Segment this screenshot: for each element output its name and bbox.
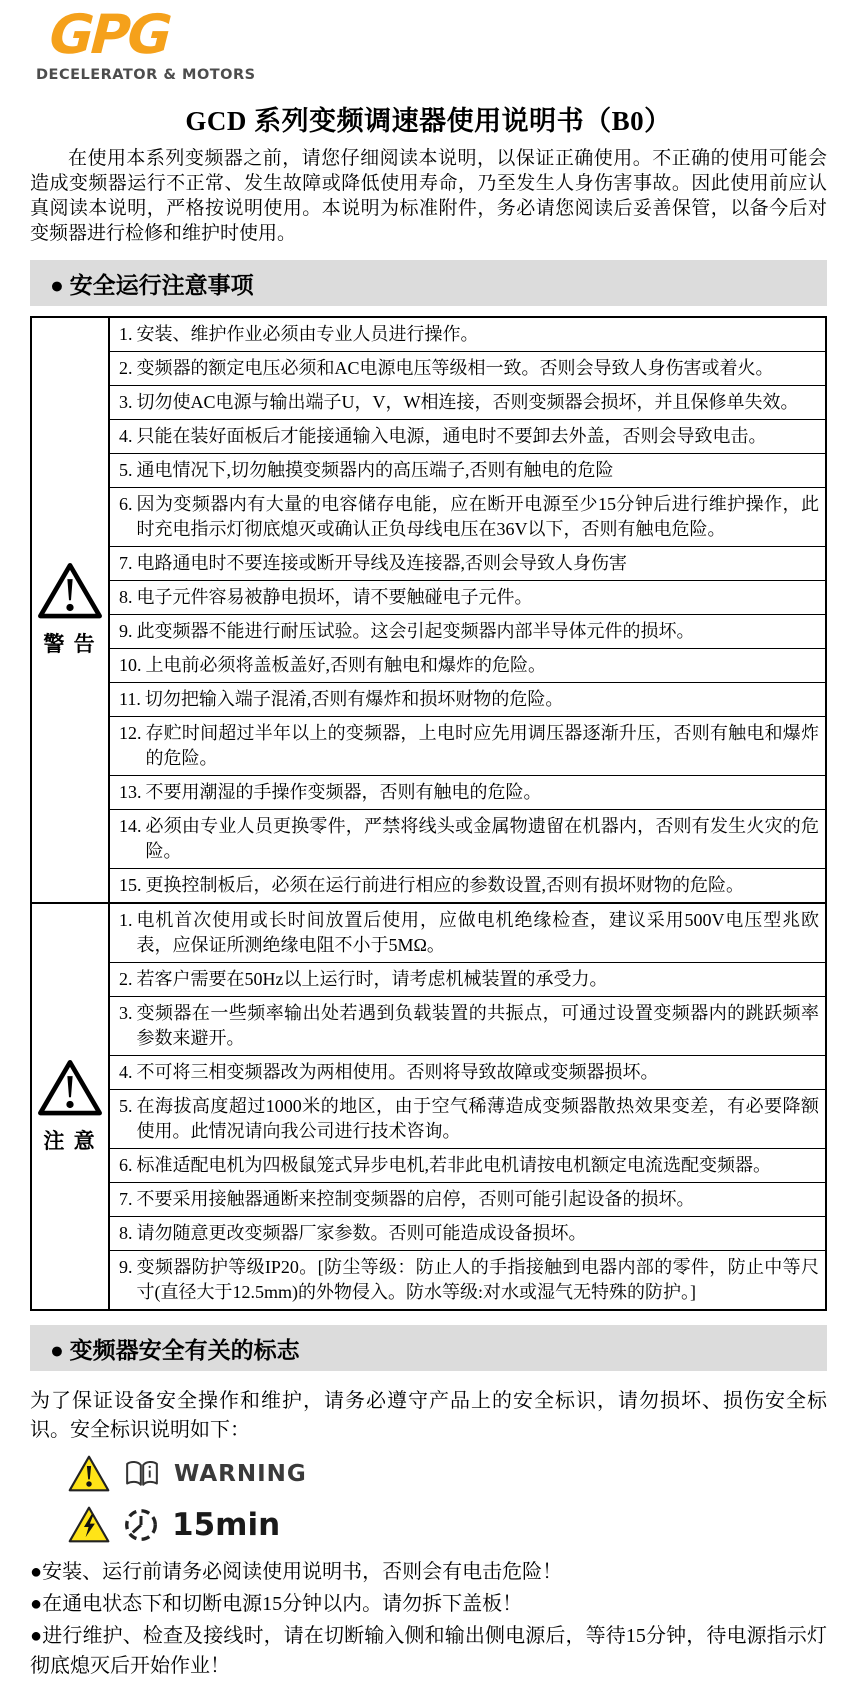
rule-text: 不可将三相变频器改为两相使用。否则将导致故障或变频器损坏。 bbox=[136, 1062, 659, 1082]
rule-number: 10. bbox=[119, 655, 142, 675]
rule-text: 只能在装好面板后才能接通输入电源，通电时不要卸去外盖，否则会导致电击。 bbox=[136, 426, 767, 446]
table-row bbox=[110, 547, 825, 581]
rule-text: 必须由专业人员更换零件，严禁将线头或金属物遗留在机器内，否则有发生火灾的危险。 bbox=[145, 816, 819, 861]
table-row bbox=[110, 488, 825, 547]
wait-clock-icon bbox=[123, 1507, 159, 1543]
section-header-safety-marks: ● 变频器安全有关的标志 bbox=[30, 1325, 827, 1371]
table-row bbox=[110, 904, 825, 963]
delay-mark-row bbox=[68, 1506, 827, 1543]
table-row bbox=[110, 1217, 825, 1251]
caution-label: 注 意 bbox=[43, 1128, 97, 1153]
table-row bbox=[110, 1251, 825, 1309]
rule-text: 切勿把输入端子混淆,否则有爆炸和损坏财物的危险。 bbox=[144, 689, 564, 709]
table-row bbox=[110, 420, 825, 454]
brand-subtitle: DECELERATOR & MOTORS bbox=[36, 67, 256, 83]
table-row bbox=[110, 1149, 825, 1183]
table-row bbox=[110, 810, 825, 869]
rule-number: 9. bbox=[119, 621, 133, 641]
table-row bbox=[110, 1056, 825, 1090]
rule-text: 因为变频器内有大量的电容储存电能，应在断开电源至少15分钟后进行维护操作，此时充电指示灯彻底熄灭或确认正负母线电压在36V以下，否则有触电危险。 bbox=[136, 494, 819, 539]
rule-number: 3. bbox=[119, 392, 133, 412]
rule-text: 变频器在一些频率输出处若遇到负载装置的共振点，可通过设置变频器内的跳跃频率参数来避开。 bbox=[136, 1003, 819, 1048]
rule-text: 电子元件容易被静电损坏，请不要触碰电子元件。 bbox=[136, 587, 533, 607]
rule-text: 变频器的额定电压必须和AC电源电压等级相一致。否则会导致人身伤害或着火。 bbox=[136, 358, 774, 378]
rule-text: 安装、维护作业必须由专业人员进行操作。 bbox=[136, 324, 479, 344]
rule-number: 4. bbox=[119, 1062, 133, 1082]
rule-number: 11. bbox=[119, 689, 141, 709]
rule-text: 请勿随意更改变频器厂家参数。否则可能造成设备损坏。 bbox=[136, 1223, 587, 1243]
rule-number: 2. bbox=[119, 969, 133, 989]
rule-text: 电路通电时不要连接或断开导线及连接器,否则会导致人身伤害 bbox=[136, 553, 627, 573]
rule-number: 8. bbox=[119, 1223, 133, 1243]
rule-number: 3. bbox=[119, 1003, 133, 1023]
rule-text: 此变频器不能进行耐压试验。这会引起变频器内部半导体元件的损坏。 bbox=[136, 621, 695, 641]
table-row bbox=[110, 869, 825, 902]
caution-table bbox=[30, 902, 827, 1311]
warning-mark-row bbox=[68, 1455, 827, 1492]
footer-note: ●在通电状态下和切断电源15分钟以内。请勿拆下盖板！ bbox=[30, 1593, 523, 1615]
rule-text: 在海拔高度超过1000米的地区，由于空气稀薄造成变频器散热效果变差，有必要降额使用。此情况请向我公司进行技术咨询。 bbox=[136, 1096, 819, 1141]
footer-notes bbox=[30, 1557, 827, 1681]
rule-number: 1. bbox=[119, 910, 133, 930]
rule-text: 切勿使AC电源与输出端子U，V，W相连接，否则变频器会损坏，并且保修单失效。 bbox=[136, 392, 799, 412]
warning-triangle-outline-icon bbox=[37, 562, 103, 620]
rule-text: 变频器防护等级IP20。[防尘等级：防止人的手指接触到电器内部的零件，防止中等尺寸(直径大于12.5mm)的外物侵入。防水等级:对水或湿气无特殊的防护。] bbox=[136, 1257, 819, 1302]
table-row bbox=[110, 386, 825, 420]
rule-number: 5. bbox=[119, 460, 133, 480]
warning-table bbox=[30, 316, 827, 904]
read-manual-book-icon bbox=[123, 1458, 161, 1490]
caution-rules-list bbox=[110, 904, 825, 1309]
rule-text: 不要用潮湿的手操作变频器，否则有触电的危险。 bbox=[145, 782, 542, 802]
yellow-lightning-triangle-icon bbox=[68, 1506, 110, 1543]
rule-number: 6. bbox=[119, 494, 133, 514]
caution-triangle-outline-icon bbox=[37, 1059, 103, 1117]
rule-number: 12. bbox=[119, 723, 142, 743]
table-row bbox=[110, 649, 825, 683]
rule-text: 存贮时间超过半年以上的变频器，上电时应先用调压器逐渐升压，否则有触电和爆炸的危险。 bbox=[145, 723, 819, 768]
delay-mark-label: 15min bbox=[172, 1506, 281, 1543]
rule-number: 5. bbox=[119, 1096, 133, 1116]
table-row bbox=[110, 776, 825, 810]
brand-logo-text: GPG bbox=[41, 8, 177, 62]
rule-text: 更换控制板后，必须在运行前进行相应的参数设置,否则有损坏财物的危险。 bbox=[145, 875, 744, 895]
rule-number: 8. bbox=[119, 587, 133, 607]
yellow-warning-triangle-icon bbox=[68, 1455, 110, 1492]
rule-text: 标准适配电机为四极鼠笼式异步电机,若非此电机请按电机额定电流选配变频器。 bbox=[136, 1155, 771, 1175]
table-row bbox=[110, 683, 825, 717]
rule-number: 1. bbox=[119, 324, 133, 344]
table-row bbox=[110, 997, 825, 1056]
warning-mark-label: WARNING bbox=[174, 1460, 307, 1487]
table-row bbox=[110, 1090, 825, 1149]
rule-number: 13. bbox=[119, 782, 142, 802]
rule-number: 7. bbox=[119, 553, 133, 573]
brand-logo bbox=[34, 8, 827, 83]
rule-number: 9. bbox=[119, 1257, 133, 1277]
rule-text: 若客户需要在50Hz以上运行时，请考虑机械装置的承受力。 bbox=[136, 969, 608, 989]
table-row bbox=[110, 352, 825, 386]
rule-text: 上电前必须将盖板盖好,否则有触电和爆炸的危险。 bbox=[145, 655, 546, 675]
caution-icon-cell bbox=[32, 904, 110, 1309]
intro-paragraph: 在使用本系列变频器之前，请您仔细阅读本说明，以保证正确使用。不正确的使用可能会造成变频器运行不正常、发生故障或降低使用寿命，乃至发生人身伤害事故。因此使用前应认真阅读本说明，严格按说明使用。本说明为标准附件，务必请您阅读后妥善保管，以备今后对变频器进行检修和维护时使用。 bbox=[30, 148, 827, 244]
footer-note: ●安装、运行前请务必阅读使用说明书，否则会有电击危险！ bbox=[30, 1561, 563, 1583]
rule-text: 不要采用接触器通断来控制变频器的启停，否则可能引起设备的损坏。 bbox=[136, 1189, 695, 1209]
rule-number: 7. bbox=[119, 1189, 133, 1209]
table-row bbox=[110, 581, 825, 615]
table-row bbox=[110, 963, 825, 997]
rule-number: 4. bbox=[119, 426, 133, 446]
table-row bbox=[110, 615, 825, 649]
page-title: GCD 系列变频调速器使用说明书（B0） bbox=[185, 106, 672, 136]
rule-text: 电机首次使用或长时间放置后使用，应做电机绝缘检查，建议采用500V电压型兆欧表，应保证所测绝缘电阻不小于5MΩ。 bbox=[136, 910, 819, 955]
table-row bbox=[110, 318, 825, 352]
table-row bbox=[110, 717, 825, 776]
warning-label: 警 告 bbox=[43, 632, 97, 656]
warning-rules-list bbox=[110, 318, 825, 902]
rule-number: 14. bbox=[119, 816, 142, 836]
rule-number: 2. bbox=[119, 358, 133, 378]
rule-number: 15. bbox=[119, 875, 142, 895]
rule-text: 通电情况下,切勿触摸变频器内的高压端子,否则有触电的危险 bbox=[136, 460, 614, 480]
warning-icon-cell bbox=[32, 318, 110, 902]
section-header-safety-ops: ● 安全运行注意事项 bbox=[30, 260, 827, 306]
marks-intro: 为了保证设备安全操作和维护，请务必遵守产品上的安全标识，请勿损坏、损伤安全标识。安全标识说明如下： bbox=[30, 1390, 827, 1441]
table-row bbox=[110, 454, 825, 488]
table-row bbox=[110, 1183, 825, 1217]
rule-number: 6. bbox=[119, 1155, 133, 1175]
footer-note: ●进行维护、检查及接线时，请在切断输入侧和输出侧电源后，等待15分钟，待电源指示灯彻底熄灭后开始作业！ bbox=[30, 1625, 827, 1677]
gpg-brand-logo-icon bbox=[34, 8, 252, 62]
manual-page bbox=[30, 0, 827, 1681]
